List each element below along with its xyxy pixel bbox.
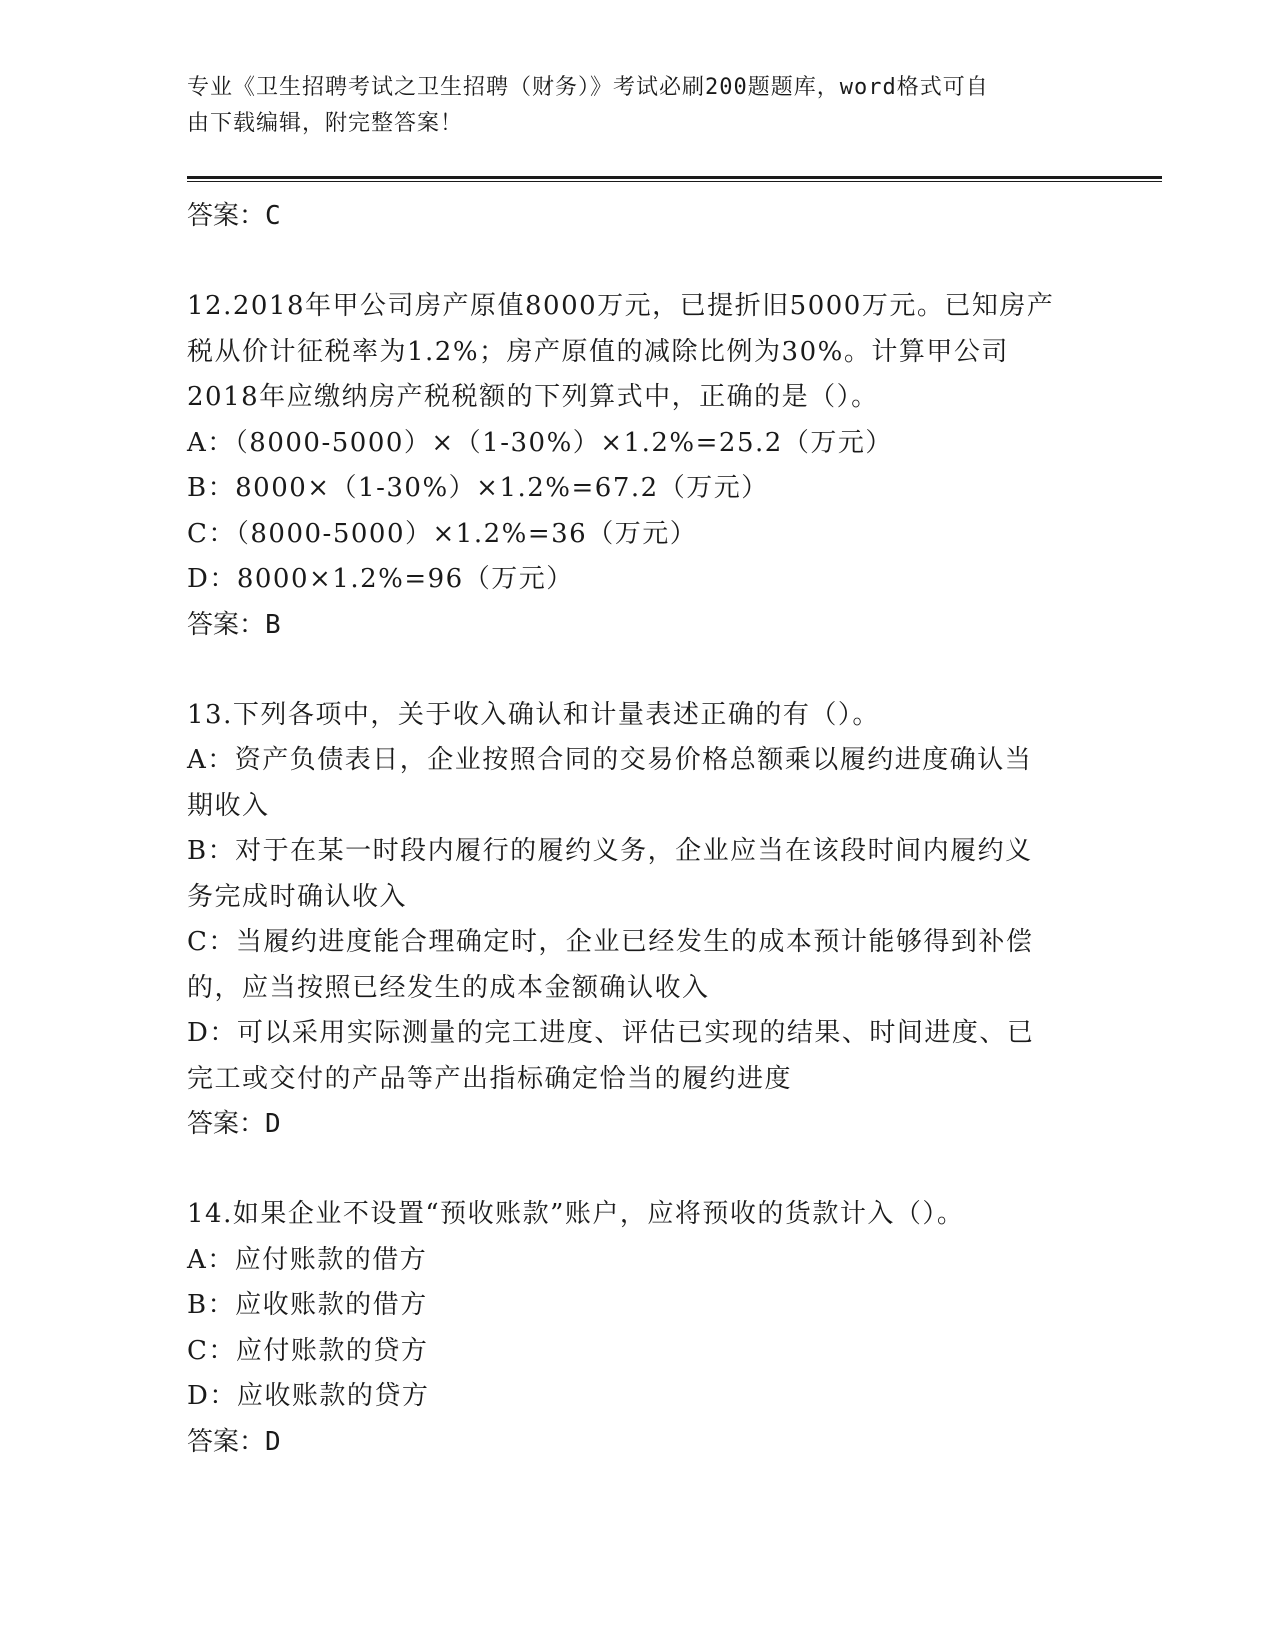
document-page <box>187 70 1162 1464</box>
option-b: B：8000×（1-30%）×1.2%=67.2（万元） <box>187 473 769 503</box>
option-a: A：应付账款的借方 <box>187 1244 428 1275</box>
option-d <box>187 1011 1162 1102</box>
option-text-line: D：可以采用实际测量的完工进度、评估已实现的结果、时间进度、已 <box>187 1018 1035 1048</box>
option-a: A：（8000-5000）×（1-30%）×1.2%=25.2（万元） <box>187 427 893 458</box>
question-text-line: 13.下列各项中，关于收入确认和计量表述正确的有（）。 <box>187 699 880 730</box>
question-13 <box>187 693 1162 1147</box>
answer-line: 答案：D <box>187 1426 281 1457</box>
answer-line: 答案：C <box>187 201 281 231</box>
option-b <box>187 829 1162 920</box>
answer-line: 答案：D <box>187 1109 281 1139</box>
answer-line: 答案：B <box>187 609 281 640</box>
header-title-line: 由下载编辑，附完整答案！ <box>187 111 464 136</box>
option-c: C：（8000-5000）×1.2%=36（万元） <box>187 518 698 549</box>
question-text-line: 12.2018年甲公司房产原值8000万元，已提折旧5000万元。已知房产 <box>187 291 1055 321</box>
option-d: D：应收账款的贷方 <box>187 1381 430 1411</box>
question-12 <box>187 284 1162 647</box>
spacer <box>187 1146 1162 1192</box>
header-divider <box>187 176 1162 182</box>
option-c: C：应付账款的贷方 <box>187 1335 429 1366</box>
option-text-line: 的，应当按照已经发生的成本金额确认收入 <box>187 972 710 1003</box>
option-text-line: 完工或交付的产品等产出指标确定恰当的履约进度 <box>187 1063 793 1094</box>
question-text-line: 税从价计征税率为1.2%；房产原值的减除比例为30%。计算甲公司 <box>187 336 1009 367</box>
option-text-line: A：资产负债表日，企业按照合同的交易价格总额乘以履约进度确认当 <box>187 745 1033 775</box>
option-text-line: 务完成时确认收入 <box>187 881 408 912</box>
spacer <box>187 647 1162 693</box>
option-a <box>187 738 1162 829</box>
option-d: D：8000×1.2%=96（万元） <box>187 564 574 594</box>
option-c <box>187 920 1162 1011</box>
option-b: B：应收账款的借方 <box>187 1290 428 1320</box>
option-text-line: B：对于在某一时段内履行的履约义务，企业应当在该段时间内履约义 <box>187 836 1033 866</box>
spacer <box>187 238 1162 284</box>
header-title-line: 专业《卫生招聘考试之卫生招聘（财务）》考试必刷200题题库，word格式可自 <box>187 75 989 100</box>
question-text-line: 14.如果企业不设置“预收账款”账户，应将预收的货款计入（）。 <box>187 1199 965 1229</box>
document-header <box>187 70 1067 142</box>
option-text-line: 期收入 <box>187 790 270 821</box>
question-14 <box>187 1192 1162 1464</box>
question-text-line: 2018年应缴纳房产税税额的下列算式中，正确的是（）。 <box>187 382 879 412</box>
option-text-line: C：当履约进度能合理确定时，企业已经发生的成本预计能够得到补偿 <box>187 927 1034 957</box>
